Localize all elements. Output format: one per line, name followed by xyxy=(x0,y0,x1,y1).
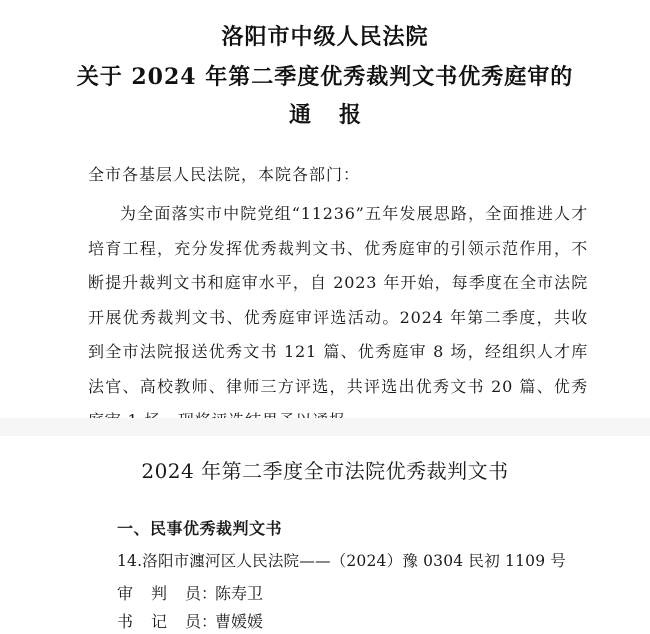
case-entry: 14.洛阳市瀍河区人民法院——（2024）豫 0304 民初 1109 号 xyxy=(117,552,567,570)
body-paragraph: 为全面落实市中院党组“11236”五年发展思路，全面推进人才培育工程，充分发挥优秀裁判文书、优秀庭审的引领示范作用，不断提升裁判文书和庭审水平，自 2023 年开始，每季度在全市法院开展优秀裁判文书、优秀庭审评选活动。2024 年第二季度，共收到全市法院报送优秀文书 121 篇、优秀庭审 8 场，经组织人才库法官、高校教师、律师三方评选，共评选出优秀文书 20 篇、优秀 xyxy=(88,204,588,396)
civil-subheading: 一、民事优秀裁判文书 xyxy=(117,519,283,538)
clerk-row xyxy=(117,609,263,632)
document-title: 关于 2024 年第二季度优秀裁判文书优秀庭审的 xyxy=(76,64,574,90)
judge-row xyxy=(117,581,263,604)
clerk-label: 书 记 员 xyxy=(117,612,201,631)
judge-colon: ： xyxy=(201,584,218,603)
judge-label: 审 判 员 xyxy=(117,584,201,603)
judge-name: 陈寿卫 xyxy=(215,584,264,603)
clerk-colon: ： xyxy=(201,612,218,631)
salutation: 全市各基层人民法院，本院各部门： xyxy=(88,165,361,184)
document-title-notice: 通报 xyxy=(288,102,389,128)
clerk-name: 曹媛媛 xyxy=(215,612,264,631)
section-divider xyxy=(0,418,650,436)
section-title: 2024 年第二季度全市法院优秀裁判文书 xyxy=(141,459,509,483)
document-issuer: 洛阳市中级人民法院 xyxy=(221,24,429,50)
